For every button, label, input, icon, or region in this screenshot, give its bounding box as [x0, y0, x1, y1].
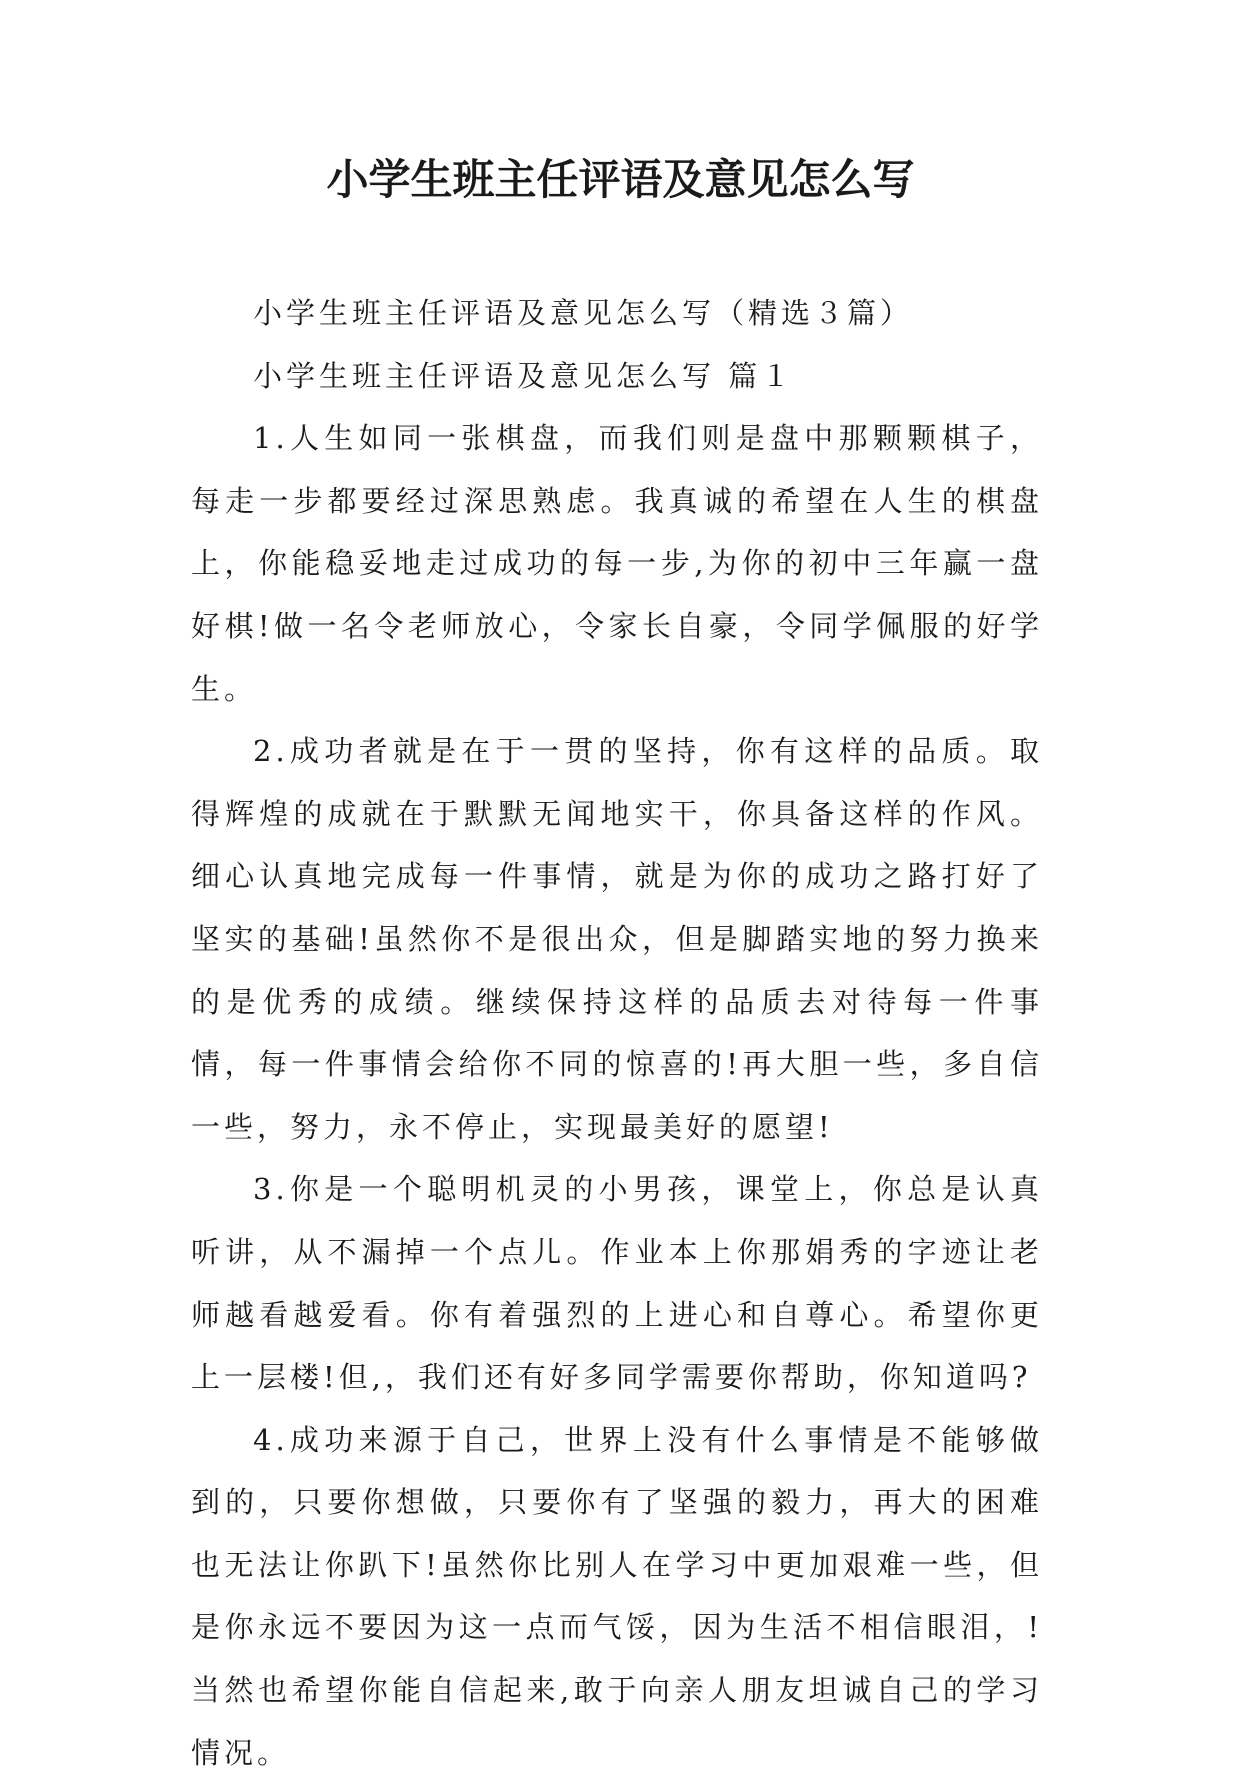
document-body	[191, 282, 1043, 1784]
document-subtitle: 小学生班主任评语及意见怎么写（精选３篇）	[253, 296, 914, 330]
section-heading: 小学生班主任评语及意见怎么写 篇１	[253, 358, 795, 393]
comment-paragraph-4: 4.成功来源于自己，世界上没有什么事情是不能够做到的，只要你想做，只要你有了坚强的毅力，再大的困难也无法让你趴下!虽然你比别人在学习中更加艰难一些，但是你永远不要因为这一点而气馁，因为生活不相信眼泪，!当然也希望你能自信起来,敢于向亲人朋友坦诚自己的学习情况。	[191, 1422, 1043, 1770]
comment-paragraph-2: 2.成功者就是在于一贯的坚持，你有这样的品质。取得辉煌的成就在于默默无闻地实干，你具备这样的作风。细心认真地完成每一件事情，就是为你的成功之路打好了坚实的基础!虽然你不是很出众，但是脚踏实地的努力换来的是优秀的成绩。继续保持这样的品质去对待每一件事情，每一件事情会给你不同的惊喜的!再大胆一些，多自信一些，努力，永不停止，实现最美好的愿望!	[191, 734, 1043, 1144]
comment-paragraph-1: 1.人生如同一张棋盘，而我们则是盘中那颗颗棋子，每走一步都要经过深思熟虑。我真诚的希望在人生的棋盘上，你能稳妥地走过成功的每一步,为你的初中三年赢一盘好棋!做一名令老师放心，令家长自豪，令同学佩服的好学生。	[191, 421, 1043, 706]
page-title: 小学生班主任评语及意见怎么写	[326, 155, 915, 204]
comment-paragraph-3: 3.你是一个聪明机灵的小男孩，课堂上，你总是认真听讲，从不漏掉一个点儿。作业本上你那娟秀的字迹让老师越看越爱看。你有着强烈的上进心和自尊心。希望你更上一层楼!但,，我们还有好多同学需要你帮助，你知道吗?	[191, 1172, 1043, 1395]
